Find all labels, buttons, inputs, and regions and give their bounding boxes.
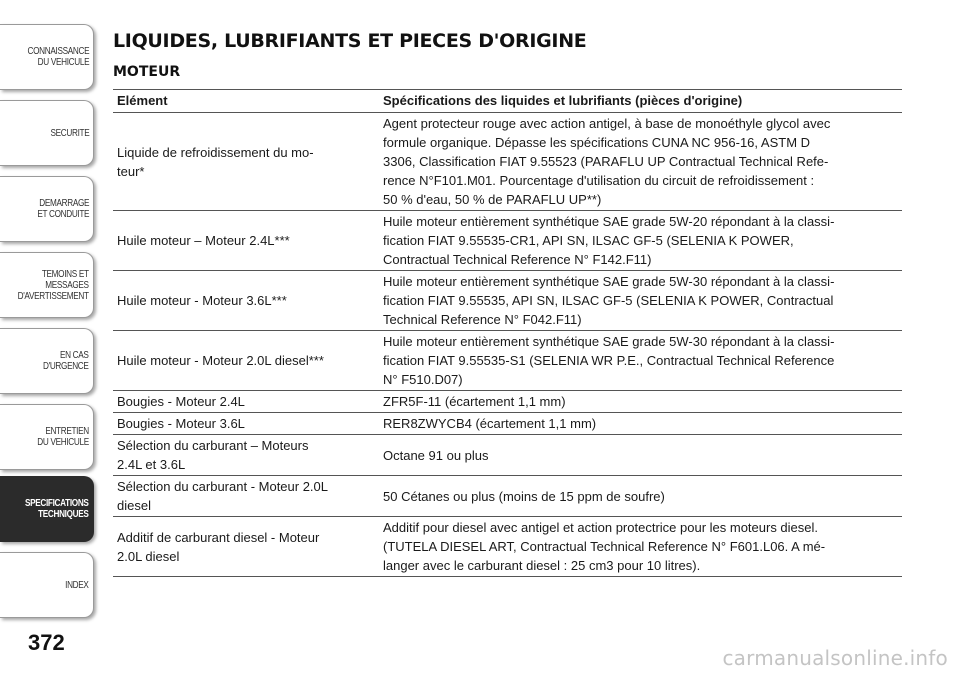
tab-entretien-du-vehicule[interactable] [0,404,94,470]
table-row [113,113,902,211]
specification-cell: Additif pour diesel avec antigel et action protectrice pour les moteurs diesel. (TUTELA DIESEL ART, Contractual Technical Reference N° F601.L06. A mé- langer avec le carburant diesel : 25 cm3 pour 10 litres). [379,517,902,577]
tab-label: INDEX [65,579,89,591]
tab-connaissance-du-vehicule[interactable] [0,24,94,90]
tab-temoins-et-messages[interactable] [0,252,94,318]
table-row [113,391,902,413]
element-cell: Huile moteur – Moteur 2.4L*** [113,211,379,271]
tab-index[interactable] [0,552,94,618]
tab-label: SPECIFICATIONS TECHNIQUES [25,498,89,520]
table-row [113,331,902,391]
tab-label: TEMOINS ET MESSAGES D'AVERTISSEMENT [17,268,89,302]
column-header-specification: Spécifications des liquides et lubrifiants (pièces d'origine) [379,90,902,113]
specification-cell: Huile moteur entièrement synthétique SAE grade 5W-30 répondant à la classi- fication FIAT 9.55535, API SN, ILSAC GF-5 (SELENIA K POWER, Contractual Technical Reference N° F042.F11) [379,271,902,331]
specification-cell: ZFR5F-11 (écartement 1,1 mm) [379,391,902,413]
specification-cell: 50 Cétanes ou plus (moins de 15 ppm de soufre) [379,476,902,517]
element-cell: Sélection du carburant - Moteur 2.0L diesel [113,476,379,517]
tab-demarrage-et-conduite[interactable] [0,176,94,242]
table-row [113,271,902,331]
tab-specifications-techniques[interactable] [0,476,94,542]
table-row [113,211,902,271]
element-cell: Huile moteur - Moteur 3.6L*** [113,271,379,331]
table-body [113,113,902,577]
specification-cell: Octane 91 ou plus [379,435,902,476]
element-cell: Additif de carburant diesel - Moteur 2.0L diesel [113,517,379,577]
element-cell: Liquide de refroidissement du mo- teur* [113,113,379,211]
table-row [113,435,902,476]
tab-label: DEMARRAGE ET CONDUITE [37,198,89,220]
table-row [113,476,902,517]
column-header-element: Elément [113,90,379,113]
specification-cell: Huile moteur entièrement synthétique SAE grade 5W-30 répondant à la classi- fication FIAT 9.55535-S1 (SELENIA WR P.E., Contractual Technical Reference N° F510.D07) [379,331,902,391]
specification-cell: RER8ZWYCB4 (écartement 1,1 mm) [379,413,902,435]
specification-cell: Agent protecteur rouge avec action antigel, à base de monoéthyle glycol avec formule organique. Dépasse les spécifications CUNA NC 956-16, ASTM D 3306, Classification FIAT 9.55523 (PARAFLU UP Contractual Technical Refe- rence N°F101.M01. Pourcentage d'utilisation du circuit de refroidissement : 50 % d'eau, 50 % de PARAFLU UP**) [379,113,902,211]
fluids-spec-table [113,89,902,577]
element-cell: Bougies - Moteur 2.4L [113,391,379,413]
table-row [113,413,902,435]
section-title: MOTEUR [113,64,181,80]
tab-label: EN CAS D'URGENCE [43,350,89,372]
tab-label: SECURITE [50,127,89,139]
element-cell: Bougies - Moteur 3.6L [113,413,379,435]
page-number: 372 [28,630,65,655]
tab-securite[interactable] [0,100,94,166]
table-row [113,517,902,577]
tab-en-cas-d-urgence[interactable] [0,328,94,394]
watermark: carmanualsonline.info [722,646,948,670]
tab-label: ENTRETIEN DU VEHICULE [37,426,89,448]
specification-cell: Huile moteur entièrement synthétique SAE grade 5W-20 répondant à la classi- fication FIAT 9.55535-CR1, API SN, ILSAC GF-5 (SELENIA K POWER, Contractual Technical Reference N° F142.F11) [379,211,902,271]
table-header-row [113,90,902,113]
tab-label: CONNAISSANCE DU VEHICULE [27,46,89,68]
element-cell: Sélection du carburant – Moteurs 2.4L et 3.6L [113,435,379,476]
element-cell: Huile moteur - Moteur 2.0L diesel*** [113,331,379,391]
page-title: LIQUIDES, LUBRIFIANTS ET PIECES D'ORIGINE [113,30,587,52]
